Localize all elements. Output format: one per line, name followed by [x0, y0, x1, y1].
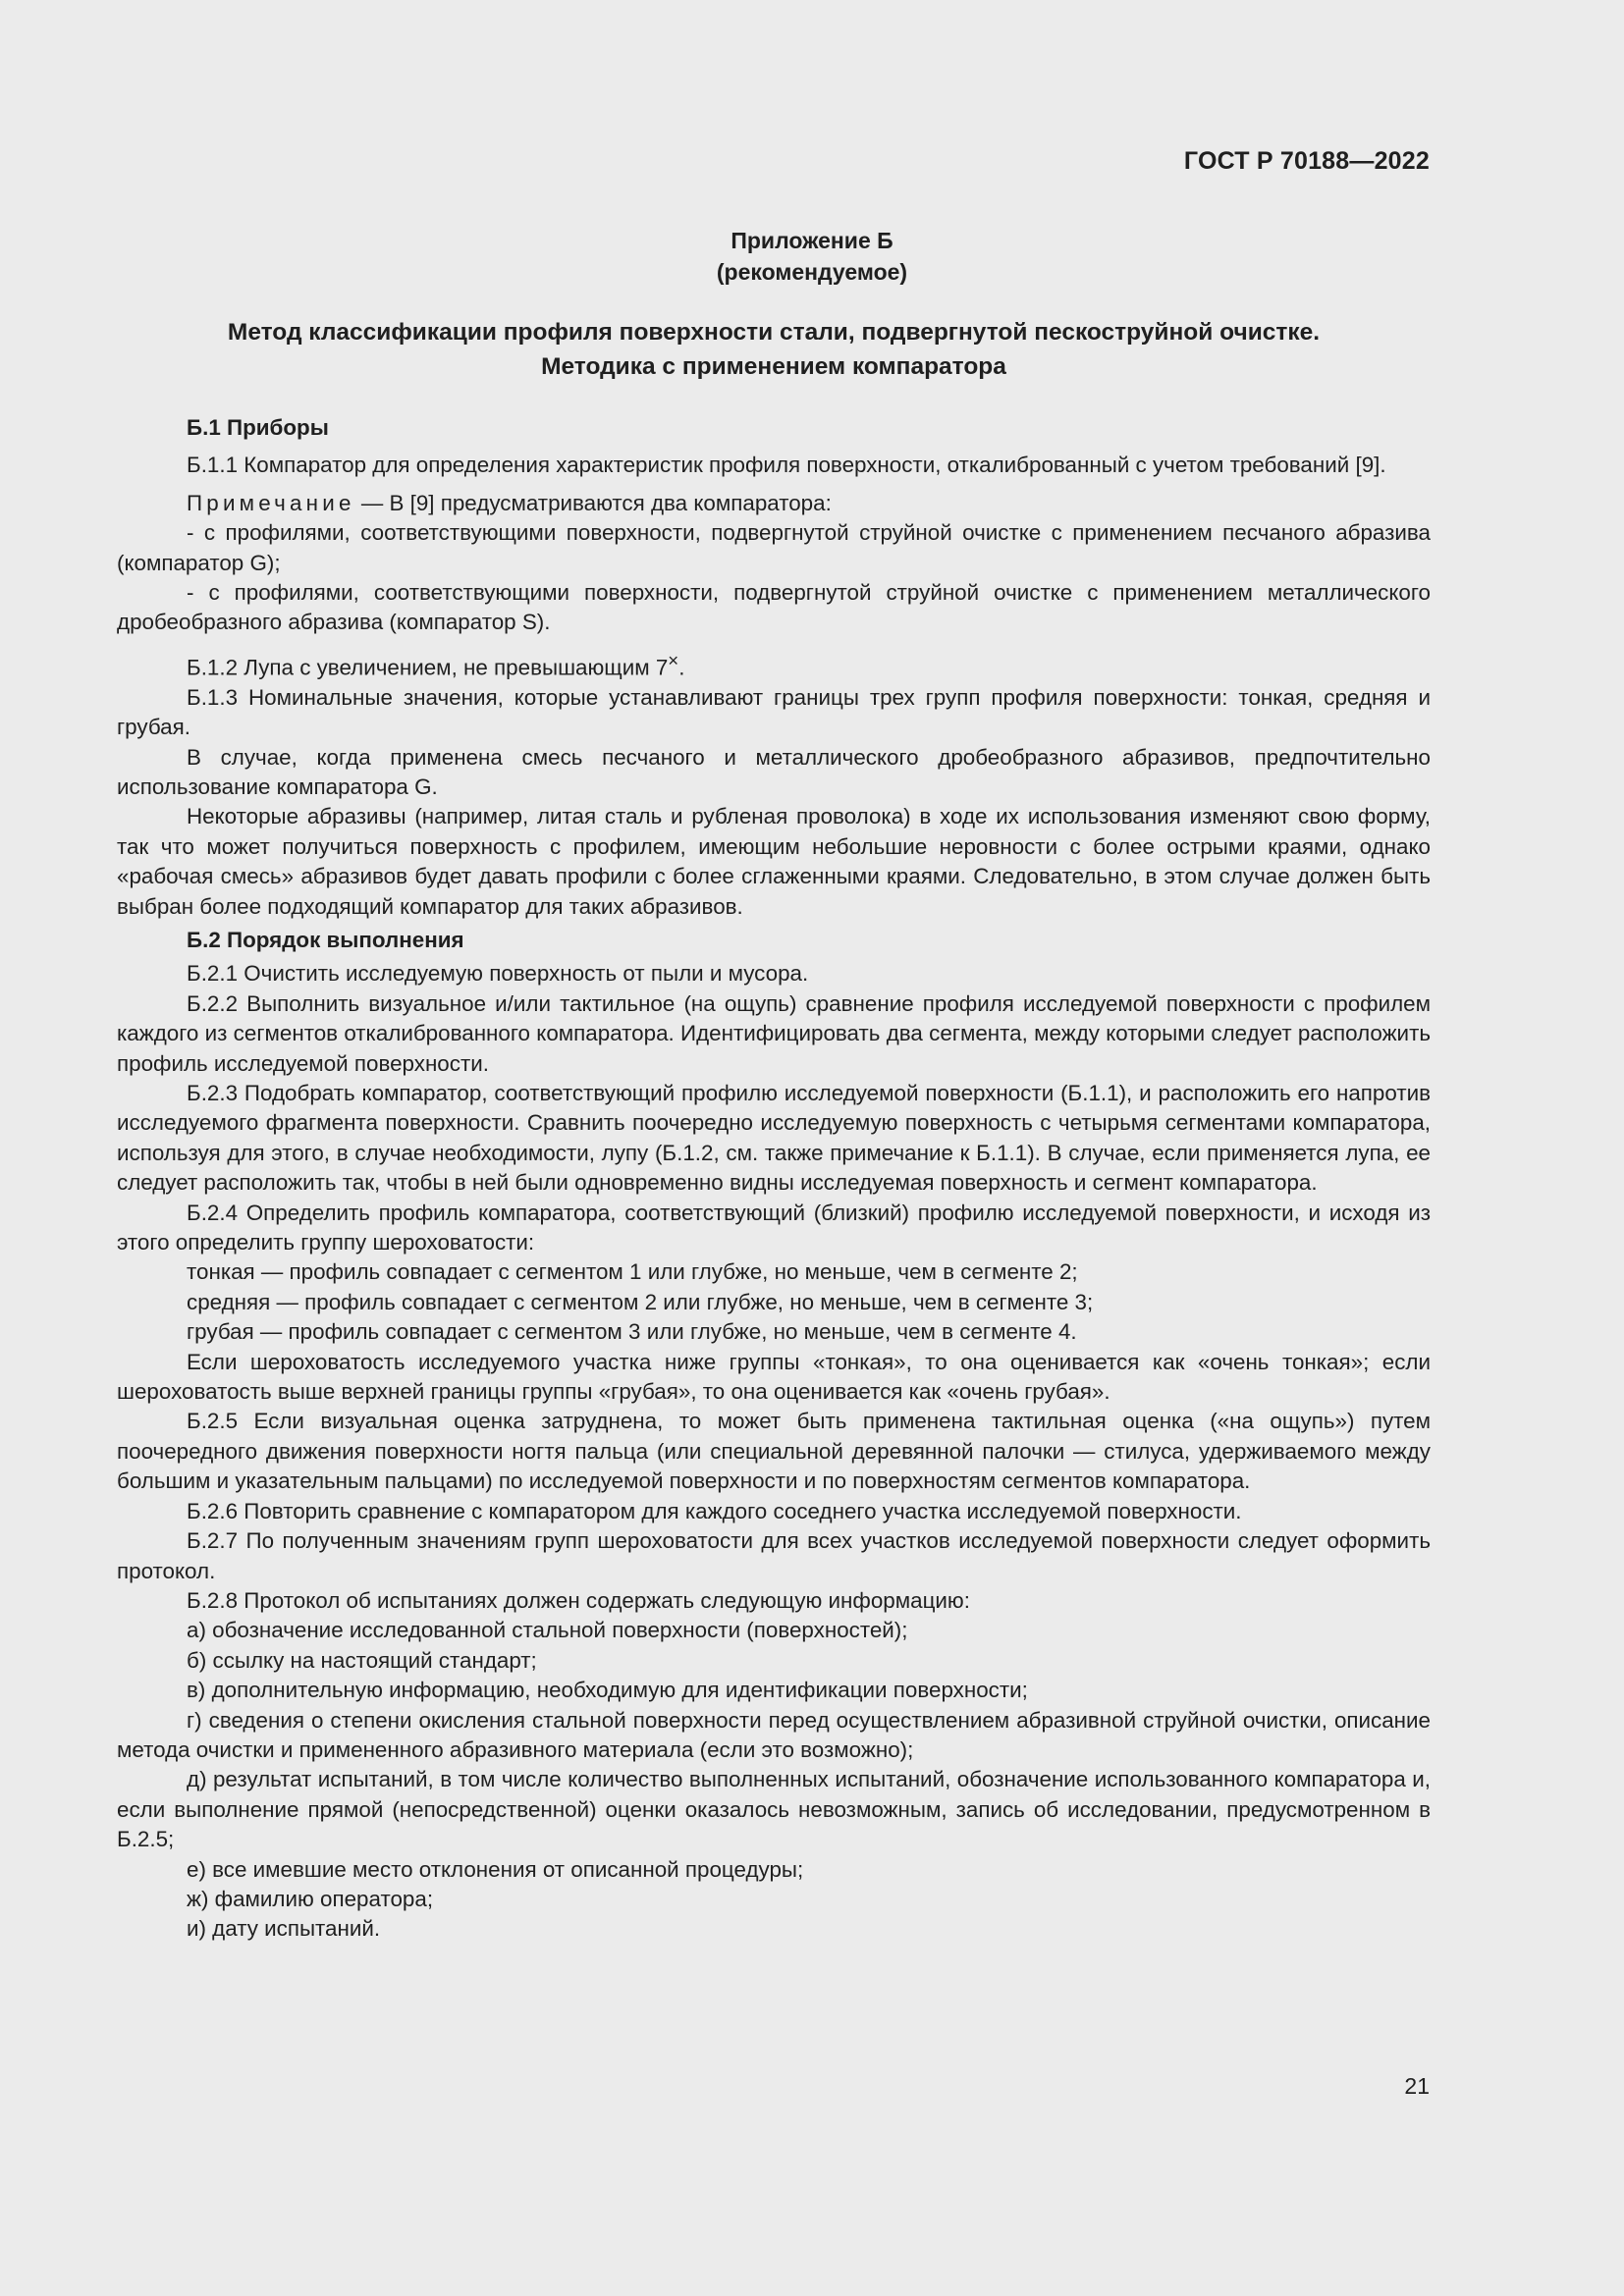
note-text: — В [9] предусматриваются два компаратора: [354, 490, 832, 515]
report-item-e: е) все имевшие место отклонения от описанной процедуры; [187, 1856, 804, 1882]
clause-b2-4: Б.2.4 Определить профиль компаратора, соответствующий (близкий) профилю исследуемой поверхности, и исходя из этого определить группу шероховатости: [117, 1200, 1431, 1255]
note-item-2: - с профилями, соответствующими поверхности, подвергнутой струйной очистке с применением металлического дробеобразного абразива (компаратор S). [117, 580, 1431, 635]
note-label: Примечание [187, 490, 355, 515]
roughness-medium: средняя — профиль совпадает с сегментом 2 или глубже, но меньше, чем в сегменте 3; [187, 1289, 1094, 1314]
magnification-sign: × [668, 649, 679, 670]
report-item-g: г) сведения о степени окисления стальной поверхности перед осуществлением абразивной струйной очистки, описание метода очистки и примененного абразивного материала (если это возможно); [117, 1707, 1431, 1762]
clause-b2-5: Б.2.5 Если визуальная оценка затруднена, то может быть применена тактильная оценка («на ощупь») путем поочередного движения поверхности ногтя пальца (или специальной деревянной палочки — стилуса, удерживаемого между большим и указательным пальцами) по исследуемой поверхности и по поверхностям сегментов компаратора. [117, 1409, 1431, 1494]
report-item-i: и) дату испытаний. [187, 1916, 381, 1942]
clause-b1-3: Б.1.3 Номинальные значения, которые устанавливают границы трех групп профиля поверхности: тонкая, средняя и грубая. [117, 684, 1431, 740]
appendix-heading [0, 225, 1624, 288]
clause-b1-2 [117, 646, 1431, 683]
section-heading-b1: Б.1 Приборы [187, 415, 329, 440]
document-body [117, 413, 1431, 1945]
clause-b2-7: Б.2.7 По полученным значениям групп шероховатости для всех участков исследуемой поверхности следует оформить протокол. [117, 1528, 1431, 1583]
roughness-fine: тонкая — профиль совпадает с сегментом 1 или глубже, но меньше, чем в сегменте 2; [187, 1259, 1078, 1285]
note-item-1: - с профилями, соответствующими поверхности, подвергнутой струйной очистке с применением песчаного абразива (компаратор G); [117, 520, 1431, 575]
section-heading-b2: Б.2 Порядок выполнения [187, 927, 464, 952]
clause-b1-2-end: . [678, 655, 685, 680]
appendix-status: (рекомендуемое) [716, 259, 908, 285]
clause-b1-3-paragraph-3: Некоторые абразивы (например, литая сталь и рубленая проволока) в ходе их использования изменяют свою форму, так что может получиться поверхность с профилем, имеющим небольшие неровности с более острыми краями, однако «рабочая смесь» абразивов будет давать профили с более сглаженными краями. Следовательно, в этом случае должен быть выбран более подходящий компаратор для таких абразивов. [117, 804, 1431, 919]
report-item-a: а) обозначение исследованной стальной поверхности (поверхностей); [187, 1618, 908, 1643]
method-title [117, 315, 1431, 384]
method-title-line-1: Метод классификации профиля поверхности стали, подвергнутой пескоструйной очистке. [227, 319, 1321, 346]
roughness-coarse: грубая — профиль совпадает с сегментом 3 или глубже, но меньше, чем в сегменте 4. [187, 1319, 1077, 1345]
clause-b1-1: Б.1.1 Компаратор для определения характеристик профиля поверхности, откалиброванный с учетом требований [9]. [187, 453, 1386, 478]
clause-b2-8: Б.2.8 Протокол об испытаниях должен содержать следующую информацию: [187, 1587, 970, 1613]
clause-b2-6: Б.2.6 Повторить сравнение с компаратором для каждого соседнего участка исследуемой поверхности. [187, 1498, 1242, 1523]
report-item-b: б) ссылку на настоящий стандарт; [187, 1647, 537, 1673]
clause-b2-3: Б.2.3 Подобрать компаратор, соответствующий профилю исследуемой поверхности (Б.1.1), и расположить его напротив исследуемого фрагмента поверхности. Сравнить поочередно исследуемую поверхность с четырьмя сегментами компаратора, используя для этого, в случае необходимости, лупу (Б.1.2, см. также примечание к Б.1.1). В случае, если применяется лупа, ее следует расположить так, чтобы в ней были одновременно видны исследуемая поверхность и сегмент компаратора. [117, 1081, 1431, 1196]
report-item-v: в) дополнительную информацию, необходимую для идентификации поверхности; [187, 1678, 1028, 1703]
document-code: ГОСТ Р 70188—2022 [1183, 147, 1430, 175]
clause-b1-2-text: Б.1.2 Лупа с увеличением, не превышающим 7 [187, 655, 669, 680]
clause-b2-1: Б.2.1 Очистить исследуемую поверхность от пыли и мусора. [187, 961, 809, 987]
clause-b2-2: Б.2.2 Выполнить визуальное и/или тактильное (на ощупь) сравнение профиля исследуемой поверхности с профилем каждого из сегментов откалиброванного компаратора. Идентифицировать два сегмента, между которыми следует расположить профиль исследуемой поверхности. [117, 990, 1431, 1076]
clause-b2-4-paragraph-2: Если шероховатость исследуемого участка ниже группы «тонкая», то она оценивается как «очень тонкая»; если шероховатость выше верхней границы группы «грубая», то она оценивается как «очень грубая». [117, 1349, 1431, 1405]
report-item-zh: ж) фамилию оператора; [187, 1886, 434, 1911]
method-title-line-2: Методика с применением компаратора [541, 353, 1006, 380]
report-item-d: д) результат испытаний, в том числе количество выполненных испытаний, обозначение использованного компаратора и, если выполнение прямой (непосредственной) оценки оказалось невозможным, запись об исследовании, предусмотренном в Б.2.5; [117, 1767, 1431, 1852]
page-number: 21 [1404, 2073, 1430, 2099]
clause-b1-3-paragraph-2: В случае, когда применена смесь песчаного и металлического дробеобразного абразивов, предпочтительно использование компаратора G. [117, 744, 1431, 799]
note-paragraph [117, 489, 1431, 518]
appendix-label: Приложение Б [731, 228, 893, 253]
